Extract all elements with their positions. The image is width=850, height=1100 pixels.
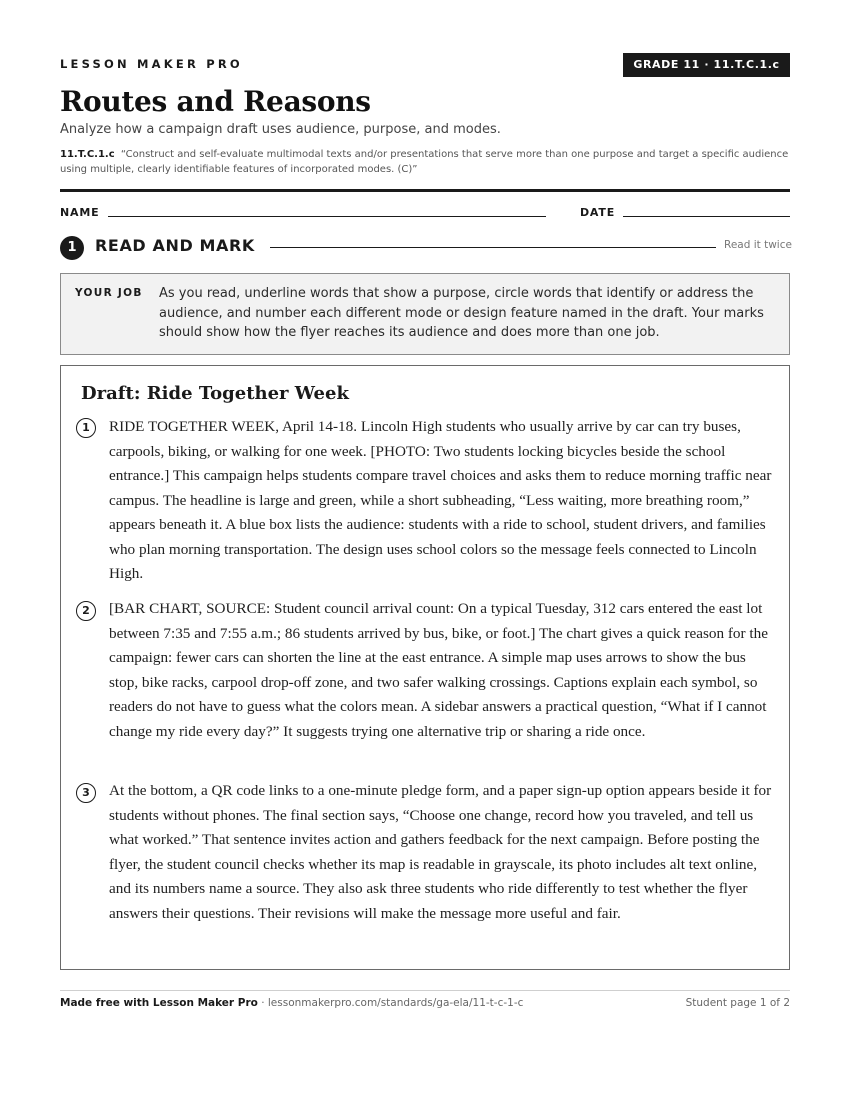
section-number-badge: 1	[60, 236, 84, 260]
grade-badge: GRADE 11 · 11.T.C.1.c	[623, 53, 790, 77]
date-label: DATE	[580, 206, 616, 219]
paragraph-3: At the bottom, a QR code links to a one-minute pledge form, and a paper sign-up option appears beside it for students without phones. The final section says, “Choose one change, record how you traveled, and tell us what worked.” That sentence invites action and gathers feedback for the next campaign. Before posting the flyer, the student council checks whether its map is readable in grayscale, its photo includes alt text online, and its numbers name a source. They also ask three students who ride differently to test whether the flyer answers their questions. Their revisions will make the message more useful and fair.	[109, 782, 772, 922]
name-write-line[interactable]	[108, 216, 546, 217]
footer-credit	[60, 997, 523, 1009]
page-title: Routes and Reasons	[60, 85, 371, 118]
draft-title: Draft: Ride Together Week	[81, 383, 349, 404]
footer-made-with: Made free with Lesson Maker Pro	[60, 997, 258, 1009]
your-job-text: As you read, underline words that show a purpose, circle words that identify or address the audience, and number each different mode or design feature named in the draft. Your marks should show how the flyer reaches its audience and does more than one job.	[159, 286, 764, 340]
footer-page-number: Student page 1 of 2	[685, 997, 790, 1009]
date-write-line[interactable]	[623, 216, 790, 217]
section-divider	[270, 247, 716, 248]
paragraph-number-2: 2	[76, 601, 96, 621]
section-title: READ AND MARK	[95, 236, 255, 255]
draft-passage-box	[60, 365, 790, 970]
paragraph-number-1: 1	[76, 418, 96, 438]
page-subtitle: Analyze how a campaign draft uses audience, purpose, and modes.	[60, 122, 501, 137]
your-job-label: YOUR JOB	[75, 287, 143, 299]
standard-text: “Construct and self-evaluate multimodal texts and/or presentations that serve more than one purpose and target a specific audience using multiple, clearly identifiable features of incorporated modes. (C)”	[60, 149, 789, 175]
paragraph-number-3: 3	[76, 783, 96, 803]
brand-name: LESSON MAKER PRO	[60, 57, 243, 71]
footer-divider	[60, 990, 790, 991]
paragraph-1: RIDE TOGETHER WEEK, April 14-18. Lincoln High students who usually arrive by car can try buses, carpools, biking, or walking for one week. [PHOTO: Two students locking bicycles beside the school entrance.] This campaign helps students compare travel choices and asks them to reduce morning traffic near campus. The headline is large and green, while a short subheading, “Less waiting, more breathing room,” appears beneath it. A blue box lists the audience: students with a ride to school, student drivers, and families who plan morning transportation. The design uses school colors so the message feels connected to Lincoln High.	[109, 418, 772, 582]
your-job-box	[60, 273, 790, 355]
paragraph-2: [BAR CHART, SOURCE: Student council arrival count: On a typical Tuesday, 312 cars entered the east lot between 7:35 and 7:55 a.m.; 86 students arrived by bus, bike, or foot.] The chart gives a quick reason for the campaign: fewer cars can shorten the line at the east entrance. A simple map uses arrows to show the bus stop, bike racks, carpool drop-off zone, and two safer walking crossings. Captions explain each symbol, so readers do not have to guess what the colors mean. A sidebar answers a practical question, “What if I cannot change my ride every day?” It suggests trying one alternative trip or sharing a ride once.	[109, 600, 768, 740]
name-label: NAME	[60, 206, 100, 219]
standard-description	[60, 147, 795, 177]
header-divider	[60, 189, 790, 192]
standard-code: 11.T.C.1.c	[60, 149, 115, 160]
section-note: Read it twice	[724, 239, 792, 251]
footer-url[interactable]: · lessonmakerpro.com/standards/ga-ela/11-t-c-1-c	[261, 997, 524, 1009]
